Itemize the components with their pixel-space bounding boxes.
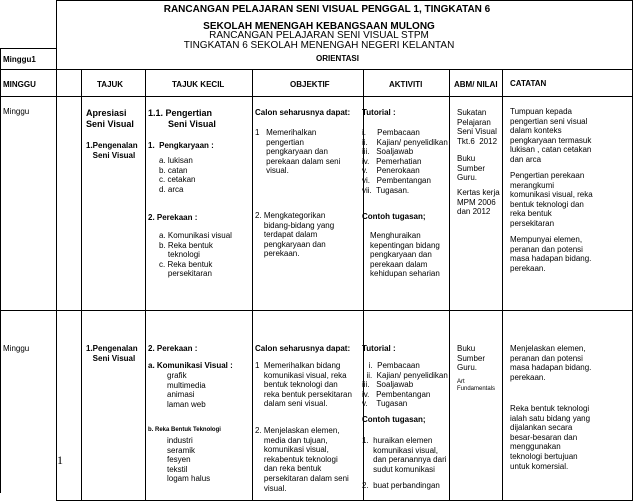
row2-tk-a-sub: a. Komunikasi Visual : — [148, 361, 233, 370]
row2-tk-b-sub: b. Reka Bentuk Teknologi — [148, 427, 221, 433]
row1-akt-task: Menghuraikan kepentingan bidang pengkaryaan dan perekaan dalam kehidupan seharian — [370, 231, 440, 279]
col-header-minggu: MINGGU — [3, 80, 36, 89]
row1-tk-b-head: 2. Perekaan : — [148, 213, 198, 222]
row1-minggu: Minggu — [3, 107, 30, 116]
row2-cat-1: Menjelaskan elemen, peranan dan potensi masa hadapan bidang. perekaan. — [510, 344, 592, 382]
row2-akt-task2: 2. buat perbandingan — [362, 481, 440, 490]
row1-obj-1: 1 Memerihalkan pengertian pengkaryaan dan perekaan dalam seni visual. — [255, 128, 341, 176]
minggu1-divider — [0, 69, 57, 70]
row1-cat-2: Pengertian perekaan merangkumi komunikasi visual, reka bentuk teknologi dan reka bentuk persekitaran — [510, 171, 593, 228]
col-header-aktiviti: AKTIVITI — [389, 80, 423, 89]
row1-tk-a-head: 1.1. Pengertian Seni Visual — [148, 108, 216, 129]
document-title: RANCANGAN PELAJARAN SENI VISUAL PENGGAL 1, TINGKATAN 6 — [163, 4, 491, 15]
row1-cat-1: Tumpuan kepada pengertian seni visual dalam konteks pengkaryaan termasuk lukisan , catan cetakan dan arca — [510, 107, 592, 164]
row1-abm-3: Kertas kerja MPM 2006 dan 2012 — [457, 188, 500, 217]
row1-divider — [0, 310, 57, 311]
row2-akt-list: i. Pembacaan ii. Kajian/ penyelidikan iii. Soaljawab iv. Pembentangan v. Tugasan — [362, 361, 448, 409]
row2-tk-a-head: 2. Perekaan : — [148, 344, 198, 353]
row1-obj-2: 2. Mengkategorikan bidang-bidang yang terdapat dalam pengkaryaan dan perekaan. — [255, 211, 335, 259]
row2-obj-1: 1 Memerihalkan bidang komunikasi visual, reka bentuk teknologi dan reka bentuk persekitaran dalam seni visual. — [255, 361, 352, 409]
row2-akt-head2: Contoh tugasan; — [362, 415, 426, 424]
row1-akt-head2: Contoh tugasan; — [362, 212, 426, 221]
row1-tk-b-list: a. Komunikasi visual b. Reka bentuk teknologi c. Reka bentuk persekitaran — [159, 231, 232, 279]
row2-abm-2: Art Fundamentals — [457, 379, 496, 392]
col-header-tajuk-kecil: TAJUK KECIL — [172, 80, 225, 89]
row2-akt-head: Tutorial : — [362, 344, 396, 353]
col-header-objektif: OBJEKTIF — [290, 80, 330, 89]
header-divider — [0, 96, 57, 97]
plan-title: RANCANGAN PELAJARAN SENI VISUAL STPM — [209, 30, 429, 41]
row1-tajuk-title: Apresiasi Seni Visual — [86, 108, 134, 129]
row1-tk-a-1: 1. Pengkaryaan : — [148, 141, 214, 150]
row2-tk-b-list: industri seramik fesyen tekstil logam halus — [167, 436, 211, 484]
row1-tajuk-sub: 1.Pengenalan Seni Visual — [86, 141, 138, 160]
row2-obj-2: 2. Menjelaskan elemen, media dan tujuan, komunikasi visual, rekabentuk teknologi dan reka bentuk persekitaran dalam seni visual. — [255, 426, 349, 493]
school-name: SEKOLAH MENENGAH KEBANGSAAN MULONG — [203, 21, 435, 32]
col-header-tajuk: TAJUK — [97, 80, 124, 89]
row2-tk-a-list: grafik multimedia animasi laman web — [167, 371, 206, 409]
col-header-abm: ABM/ NILAI — [454, 80, 498, 89]
row2-obj-head: Calon seharusnya dapat: — [255, 344, 351, 353]
orientasi-label: ORIENTASI — [316, 54, 359, 63]
row2-akt-task: 1. huraikan elemen komunikasi visual, dan peranannya dari sudut komunikasi — [362, 436, 447, 474]
top-border-line — [0, 48, 57, 49]
row2-tajuk: 1.Pengenalan Seni Visual — [86, 344, 138, 363]
row1-cat-3: Mempunyai elemen, peranan dan potensi masa hadapan bidang. perekaan. — [510, 235, 592, 273]
row2-abm-1: Buku Sumber Guru. — [457, 344, 486, 373]
minggu1-label: Minggu1 — [3, 55, 36, 64]
row2-minggu: Minggu — [3, 344, 30, 353]
plan-subtitle: TINGKATAN 6 SEKOLAH MENENGAH NEGERI KELANTAN — [183, 40, 455, 51]
row1-tk-a-list: a. lukisan b. catan c. cetakan d. arca — [159, 156, 196, 194]
row1-obj-head: Calon seharusnya dapat: — [255, 108, 351, 117]
row1-akt-list: i. Pembacaan ii. Kajian/ penyelidikan iii. Soaljawab iv. Pemerhatian v. Penerokaan vi. Pembentangan vii. Tugasan. — [362, 128, 448, 195]
page-number: 1 — [57, 453, 63, 467]
col-header-catatan: CATATAN — [510, 79, 547, 88]
row2-cat-2: Reka bentuk teknologi ialah satu bidang yang dijalankan secara besar-besaran dan menggunakan teknologi bertujuan untuk komersial. — [510, 404, 591, 471]
row1-abm-2: Buku Sumber Guru. — [457, 154, 486, 183]
row1-akt-head: Tutorial : — [362, 108, 396, 117]
row1-abm-1: Sukatan Pelajaran Seni Visual Tkt.6 2012 — [457, 108, 498, 146]
